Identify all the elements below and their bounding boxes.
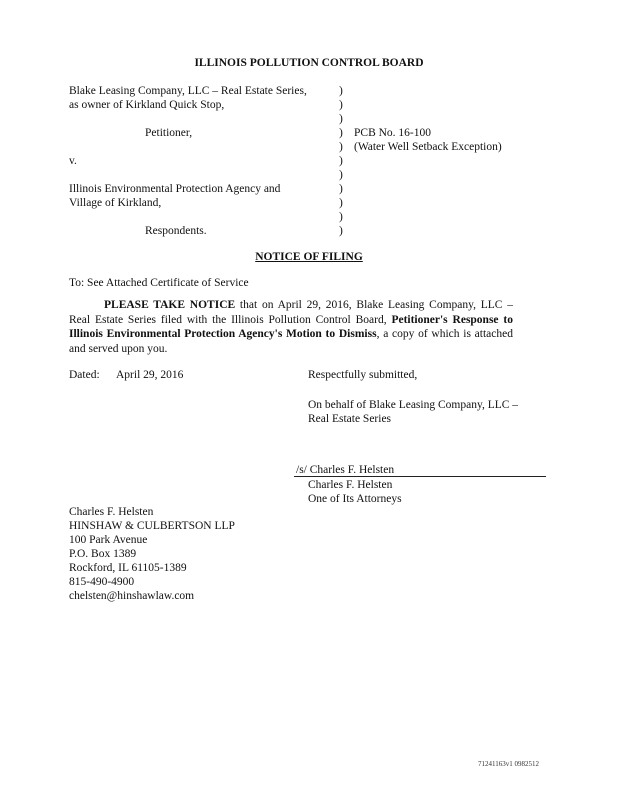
- board-title: ILLINOIS POLLUTION CONTROL BOARD: [194, 57, 424, 69]
- caption-line: [69, 140, 339, 154]
- caption-parties: [69, 84, 339, 238]
- case-number: PCB No. 16-100: [354, 127, 431, 139]
- caption-line: [69, 210, 339, 224]
- respectfully-submitted: Respectfully submitted,: [308, 369, 418, 381]
- paren: ): [339, 141, 343, 153]
- signature-line: [294, 476, 546, 477]
- filed-document-title: Petitioner's Response to Illinois Environmental Protection Agency's Motion to Dismiss: [69, 313, 513, 340]
- address-city: Rockford, IL 61105-1389: [69, 562, 187, 574]
- address-street: 100 Park Avenue: [69, 534, 148, 546]
- caption-line: as owner of Kirkland Quick Stop,: [69, 99, 225, 111]
- signer-name: Charles F. Helsten: [308, 479, 393, 491]
- paren: ): [339, 85, 343, 97]
- notice-heading: NOTICE OF FILING: [255, 251, 363, 263]
- electronic-signature: /s/ Charles F. Helsten: [296, 464, 395, 476]
- paren: ): [339, 197, 343, 209]
- caption-line: Illinois Environmental Protection Agency and: [69, 183, 281, 195]
- paren: ): [339, 99, 343, 111]
- attorney-contact-block: [69, 505, 235, 603]
- paren: ): [339, 169, 343, 181]
- on-behalf-block: [308, 398, 518, 426]
- caption-line: Village of Kirkland,: [69, 197, 162, 209]
- signature-block: [308, 478, 402, 506]
- caption-paren-column: [339, 84, 349, 238]
- notice-text-2: , a copy of which is attached and served upon you.: [69, 328, 513, 355]
- caption-line-petitioner: Petitioner,: [145, 127, 193, 139]
- dated-value: April 29, 2016: [116, 369, 184, 381]
- behalf-line: Real Estate Series: [308, 413, 392, 425]
- caption-line: Blake Leasing Company, LLC – Real Estate Series,: [69, 85, 307, 97]
- caption-case-info: [354, 126, 554, 154]
- behalf-line: On behalf of Blake Leasing Company, LLC –: [308, 399, 519, 411]
- paren: ): [339, 183, 343, 195]
- to-line: To: See Attached Certificate of Service: [69, 277, 249, 289]
- paren: ): [339, 155, 343, 167]
- address-po-box: P.O. Box 1389: [69, 548, 137, 560]
- attorney-name: Charles F. Helsten: [69, 506, 154, 518]
- phone-number: 815-490-4900: [69, 576, 135, 588]
- paren: ): [339, 113, 343, 125]
- notice-text-1: that on April 29, 2016, Blake Leasing Company, LLC – Real Estate Series filed with the Illinois Pollution Control Board,: [69, 299, 513, 326]
- caption-line: [69, 168, 339, 182]
- notice-lead: PLEASE TAKE NOTICE: [104, 299, 236, 311]
- paren: ): [339, 127, 343, 139]
- signer-role: One of Its Attorneys: [308, 493, 402, 505]
- paren: ): [339, 211, 343, 223]
- caption-line: [69, 112, 339, 126]
- paren: ): [339, 225, 343, 237]
- case-type: (Water Well Setback Exception): [354, 141, 502, 153]
- document-id: 71241163v1 0982512: [478, 760, 539, 768]
- email-address: chelsten@hinshawlaw.com: [69, 590, 195, 602]
- notice-paragraph: [69, 298, 513, 356]
- dated-label: Dated:: [69, 369, 100, 381]
- law-firm: HINSHAW & CULBERTSON LLP: [69, 520, 235, 532]
- caption-line-versus: v.: [69, 155, 77, 167]
- caption-line-respondents: Respondents.: [145, 225, 207, 237]
